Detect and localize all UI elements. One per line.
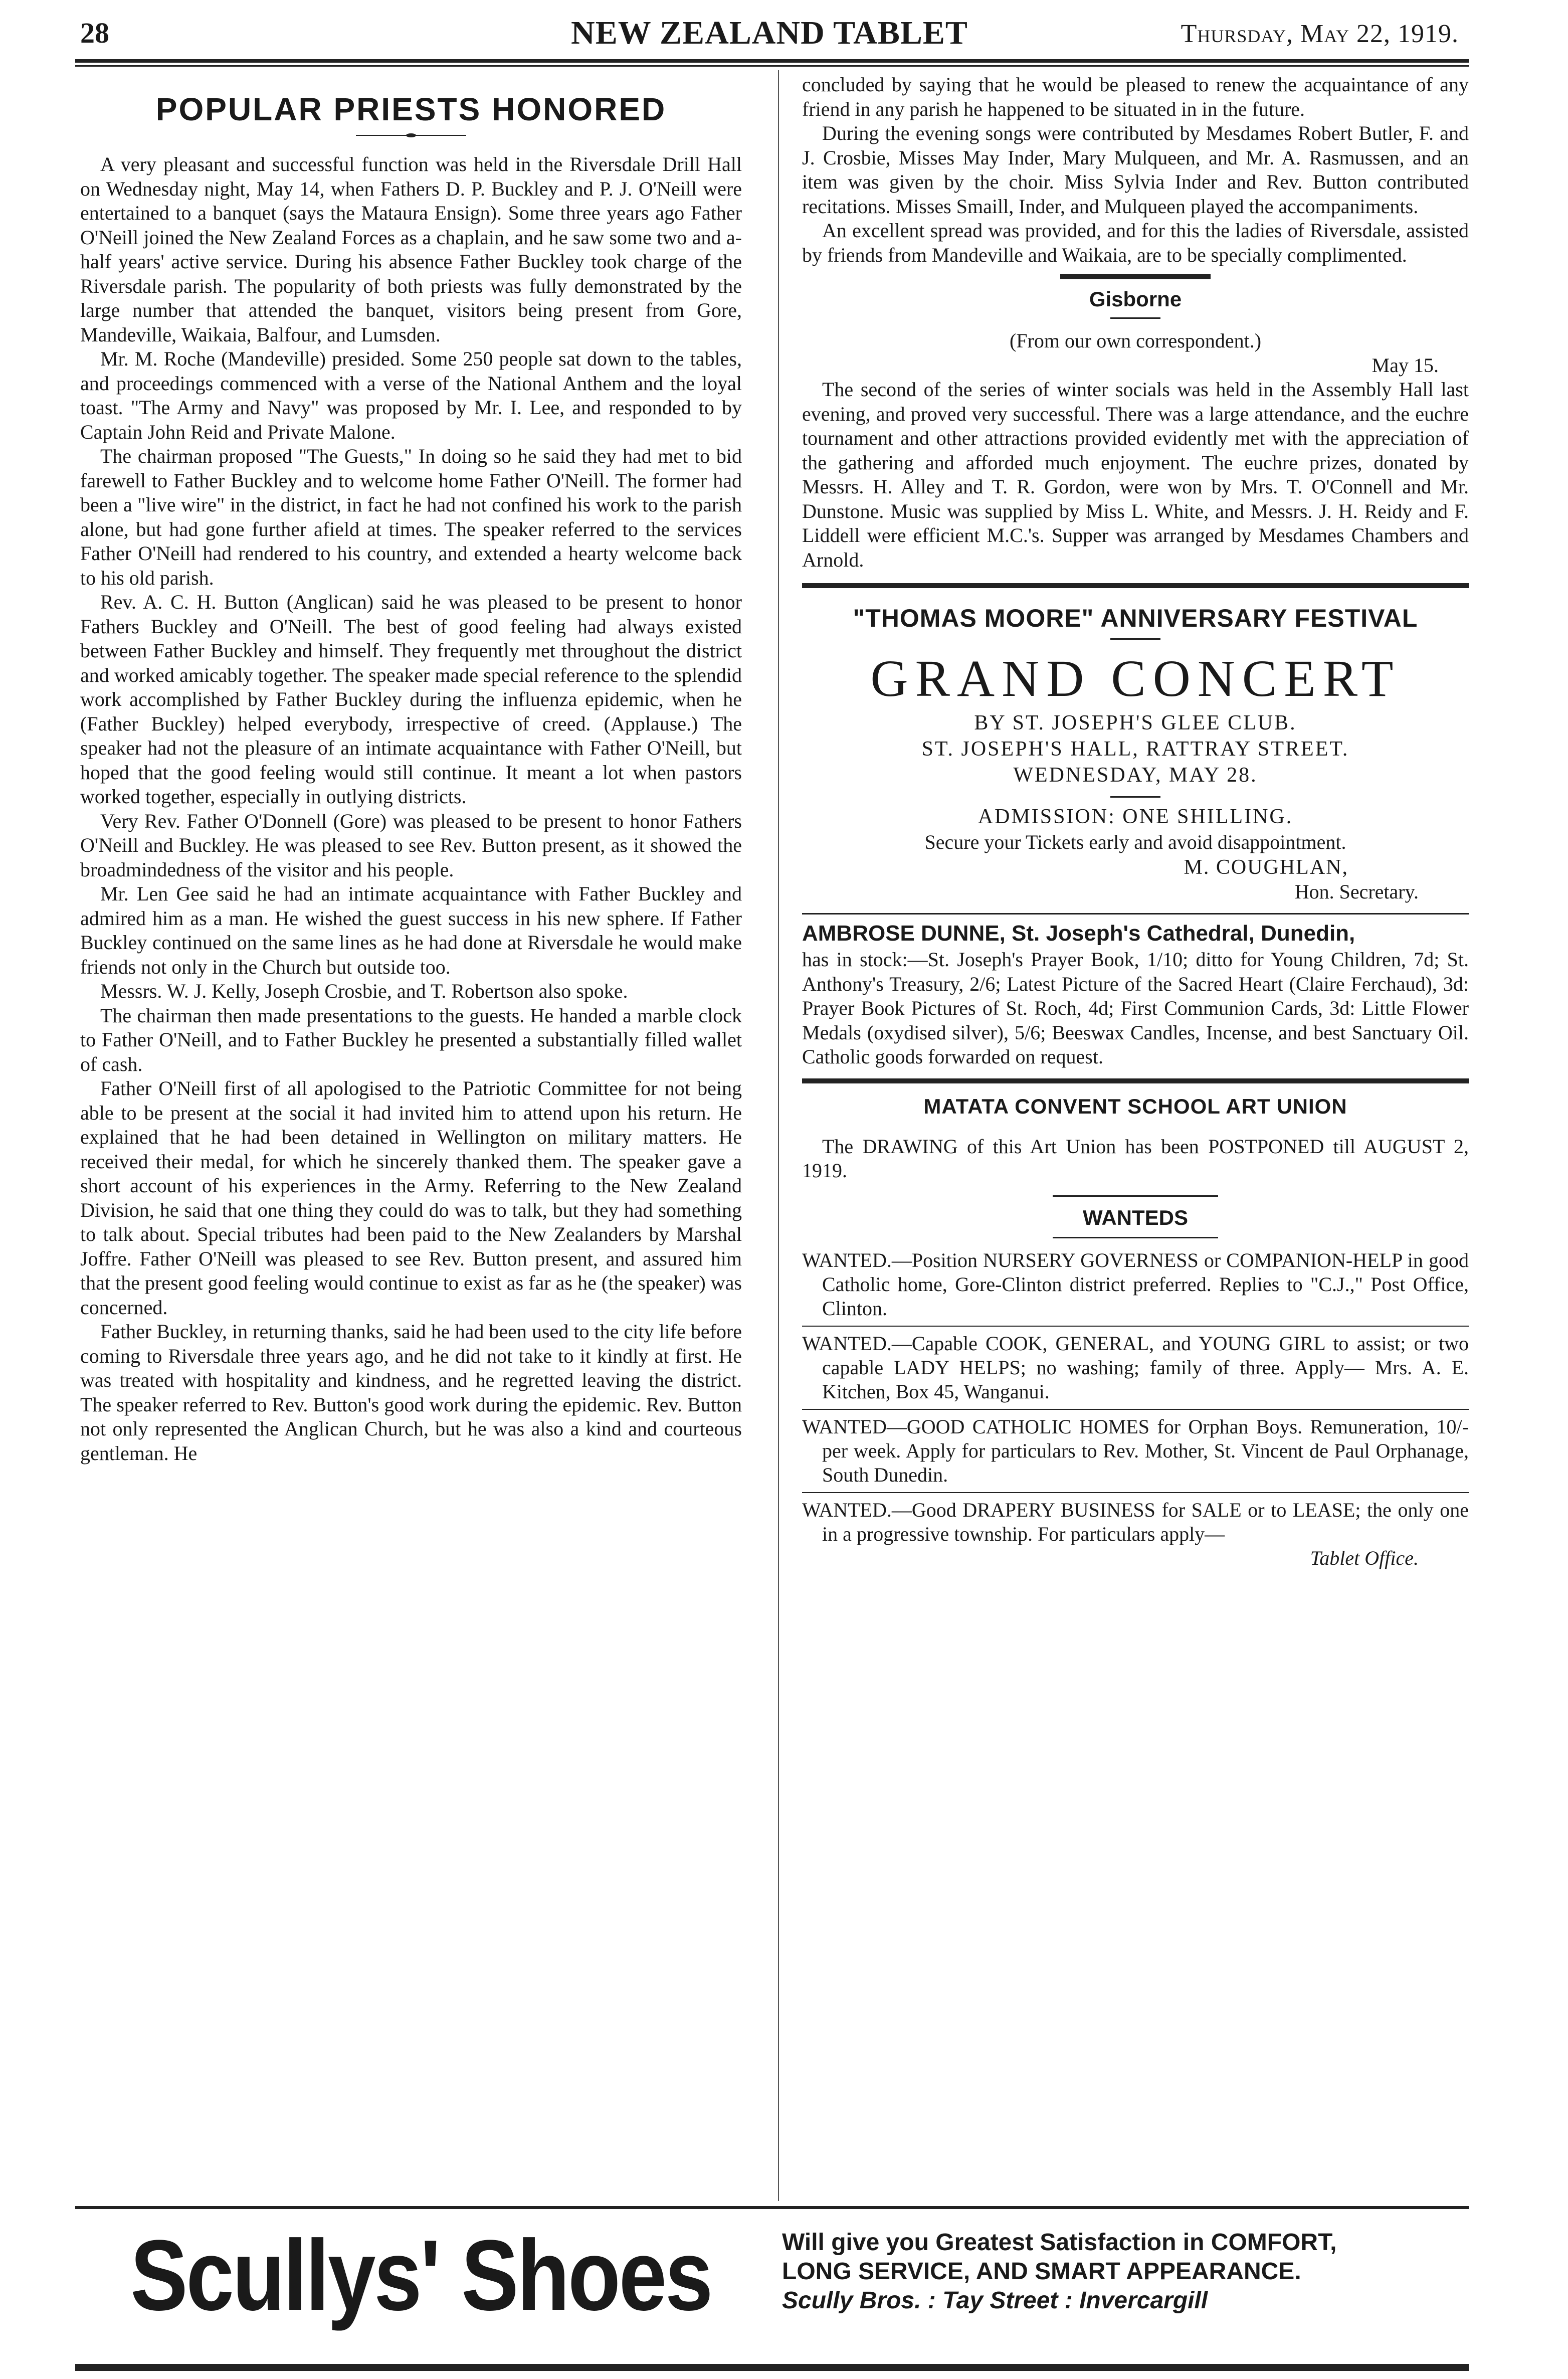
matata-title: MATATA CONVENT SCHOOL ART UNION xyxy=(923,1094,1347,1118)
ambrose-title: AMBROSE DUNNE, St. Joseph's Cathedral, Dunedin, xyxy=(802,921,1355,946)
notice-rule xyxy=(802,1326,1469,1327)
wanted-notice xyxy=(802,1415,1469,1487)
brand-name: Scullys' Shoes xyxy=(130,2220,712,2331)
wanted-item: WANTED.—Good DRAPERY BUSINESS for SALE or to LEASE; the only one in a progressive township. For particulars apply— xyxy=(802,1498,1469,1545)
wanted-notice xyxy=(802,1498,1469,1570)
advertisement-tagline xyxy=(782,2228,1464,2315)
article-title: POPULAR PRIESTS HONORED xyxy=(155,91,667,127)
ambrose-body: has in stock:—St. Joseph's Prayer Book, 1/10; ditto for Young Children, 7d; St. Anthony's Treasury, 2/6; Latest Picture of the Sacred Heart (Claire Ferchaud), 3d: Prayer Book Pictures of St. Roch, 4d; First Communion Cards, 3d: Little Flower Medals (oxydised silver), 5/6; Beeswax Candles, Incense, and best Sanctuary Oil. Catholic goods forwarded on request. xyxy=(802,948,1469,1068)
tagline-address: Scully Bros. : Tay Street : Invercargill xyxy=(782,2287,1208,2314)
section-rule xyxy=(802,583,1469,588)
article-continued-paragraph: During the evening songs were contributed by Mesdames Robert Butler, F. and J. Crosbie, Misses May Inder, Mary Mulqueen, and Mr. A. Rasmussen, and an item was given by the choir. Miss Sylvia Inder and Rev. Button contributed recitations. Misses Smaill, Inder, and Mulqueen played the accompaniments. xyxy=(802,122,1469,218)
masthead: NEW ZEALAND TABLET xyxy=(571,15,968,51)
tagline-line-2: LONG SERVICE, AND SMART APPEARANCE. xyxy=(782,2258,1301,2285)
concert-venue: ST. JOSEPH'S HALL, RATTRAY STREET. xyxy=(921,738,1349,761)
concert-date: WEDNESDAY, MAY 28. xyxy=(1013,764,1258,787)
article-paragraph: The chairman proposed "The Guests," In doing so he said they had met to bid farewell to Father Buckley and to welcome home Father O'Neill. The former had been a "live wire" in the district, in fact he had not confined his work to the parish alone, but had gone further afield at times. The speaker referred to the services Father O'Neill had rendered to his country, and extended a hearty welcome back to his old parish. xyxy=(80,445,742,589)
wanteds-rule xyxy=(1053,1237,1218,1238)
article-paragraph: A very pleasant and successful function was held in the Riversdale Drill Hall on Wednesday night, May 14, when Fathers D. P. Buckley and P. J. O'Neill were entertained to a banquet (says the Mataura Ensign). Some three years ago Father O'Neill joined the New Zealand Forces as a chaplain, and he saw some two and a-half years' active service. During his absence Father Buckley took charge of the Riversdale parish. The popularity of both priests was fully demonstrated by the large number that attended the banquet, visitors being present from Gore, Mandeville, Waikaia, Balfour, and Lumsden. xyxy=(80,153,742,346)
concert-tickets-note: Secure your Tickets early and avoid disappointment. xyxy=(924,831,1346,853)
wanteds-title: WANTEDS xyxy=(1083,1205,1188,1229)
page-number: 28 xyxy=(80,17,109,49)
concert-headline: GRAND CONCERT xyxy=(870,650,1401,707)
article-paragraph: The chairman then made presentations to the guests. He handed a marble clock to Father O'Neill, and to Father Buckley he presented a substantially filled wallet of cash. xyxy=(80,1004,742,1075)
ambrose-dunne-advertisement xyxy=(802,920,1469,1069)
article-continued-paragraph: An excellent spread was provided, and for this the ladies of Riversdale, assisted by friends from Mandeville and Waikaia, are to be specially complimented. xyxy=(802,219,1469,266)
article-paragraph: Mr. Len Gee said he had an intimate acquaintance with Father Buckley and admired him as a man. He wished the guest success in his new sphere. If Father Buckley continued on the same lines as he had done at Riversdale he would make friends not only in the Church but outside too. xyxy=(80,882,742,978)
section-rule xyxy=(802,1078,1469,1083)
section-rule xyxy=(1053,1195,1218,1197)
scullys-shoes-advertisement xyxy=(75,2212,1469,2372)
right-column xyxy=(802,73,1469,1570)
concert-signer: M. COUGHLAN, xyxy=(1184,856,1348,879)
article-paragraph: Rev. A. C. H. Button (Anglican) said he was pleased to be present to honor Fathers Buckley and O'Neill. The best of good feeling had always existed between Father Buckley and himself. They frequently met throughout the district and worked amicably together. The speaker made special reference to the splendid work accomplished by Father Buckley during the influenza epidemic, when he (Father Buckley) helped everybody, irrespective of creed. (Applause.) The speaker had not the pleasure of an intimate acquaintance with Father O'Neill, but hoped that the good feeling would still continue. It meant a lot when pastors worked together, especially in outlying districts. xyxy=(80,591,742,808)
concert-performer: BY ST. JOSEPH'S GLEE CLUB. xyxy=(974,711,1297,735)
article-paragraph: Messrs. W. J. Kelly, Joseph Crosbie, and T. Robertson also spoke. xyxy=(100,980,628,1002)
gisborne-title: Gisborne xyxy=(1089,287,1182,311)
concert-admission: ADMISSION: ONE SHILLING. xyxy=(977,805,1293,828)
festival-title: "THOMAS MOORE" ANNIVERSARY FESTIVAL xyxy=(853,604,1418,632)
issue-date: Thursday, May 22, 1919. xyxy=(1181,20,1459,48)
notice-rule xyxy=(802,1492,1469,1493)
section-rule xyxy=(1060,274,1211,279)
header-rule-thin xyxy=(75,65,1469,67)
article-popular-priests xyxy=(80,90,742,1466)
concert-advertisement xyxy=(802,603,1469,904)
wanted-notice xyxy=(802,1248,1469,1321)
concert-rule xyxy=(1110,796,1160,798)
tagline-line-1: Will give you Greatest Satisfaction in COMFORT, xyxy=(782,2229,1337,2256)
article-paragraph: Father O'Neill first of all apologised to the Patriotic Committee for not being able to be present at the social it had invited him to attend upon his return. He explained that he had been detained in Wellington on military matters. He received their medal, for which he sincerely thanked them. The speaker gave a short account of his experiences in the Army. Referring to the New Zealand Division, he said that one thing they could do was to talk, but they had something to talk about. Special tributes had been paid to the New Zealanders by Marshal Joffre. Father O'Neill was pleased to see Rev. Button present, and assured him that the present good feeling would continue to exist as far as he (the speaker) was concerned. xyxy=(80,1077,742,1319)
notice-rule xyxy=(802,1409,1469,1410)
gisborne-dateline: May 15. xyxy=(1371,353,1439,377)
gisborne-byline: (From our own correspondent.) xyxy=(1009,329,1262,352)
wanted-item: WANTED.—Capable COOK, GENERAL, and YOUNG GIRL to assist; or two capable LADY HELPS; no washing; family of three. Apply— Mrs. A. E. Kitchen, Box 45, Wanganui. xyxy=(802,1332,1469,1403)
wanted-item: WANTED.—Position NURSERY GOVERNESS or COMPANION-HELP in good Catholic home, Gore-Clinton district preferred. Replies to "C.J.," Post Office, Clinton. xyxy=(802,1248,1469,1320)
column-divider xyxy=(778,70,779,2201)
wanted-sign: Tablet Office. xyxy=(1310,1546,1419,1569)
gisborne-rule xyxy=(1110,317,1160,319)
bottom-bar xyxy=(75,2364,1469,2371)
wanted-notice xyxy=(802,1332,1469,1404)
title-ornament xyxy=(356,133,466,137)
matata-body: The DRAWING of this Art Union has been POSTPONED till AUGUST 2, 1919. xyxy=(802,1135,1469,1182)
article-paragraph: Mr. M. Roche (Mandeville) presided. Some 250 people sat down to the tables, and proceedings commenced with a verse of the National Anthem and the loyal toast. "The Army and Navy" was proposed by Mr. I. Lee, and responded to by Captain John Reid and Private Malone. xyxy=(80,347,742,443)
section-rule xyxy=(802,913,1469,914)
festival-rule xyxy=(1110,638,1160,640)
matata-art-union-notice xyxy=(802,1093,1469,1183)
footer-rule xyxy=(75,2206,1469,2209)
gisborne-body: The second of the series of winter socials was held in the Assembly Hall last evening, and proved very successful. There was a large attendance, and the euchre tournament and other attractions provided evidently met with the appreciation of the gathering and afforded much enjoyment. The euchre prizes, donated by Messrs. H. Alley and T. R. Gordon, were won by Mrs. T. O'Connell and Mr. Dunstone. Music was supplied by Miss L. White, and Messrs. J. H. Reidy and F. Liddell were efficient M.C.'s. Supper was arranged by Mesdames Chambers and Arnold. xyxy=(802,378,1469,571)
wanted-item: WANTED—GOOD CATHOLIC HOMES for Orphan Boys. Remuneration, 10/- per week. Apply for particulars to Rev. Mother, St. Vincent de Paul Orphanage, South Dunedin. xyxy=(802,1415,1469,1486)
article-paragraph: Father Buckley, in returning thanks, said he had been used to the city life before coming to Riversdale three years ago, and he did not take to it kindly at first. He was treated with hospitality and kindness, and he regretted leaving the district. The speaker referred to Rev. Button's good work during the epidemic. Rev. Button not only represented the Anglican Church, but he was also a kind and courteous gentleman. He xyxy=(80,1320,742,1465)
concert-signer-role: Hon. Secretary. xyxy=(1294,880,1419,903)
article-continued-paragraph: concluded by saying that he would be pleased to renew the acquaintance of any friend in any parish he happened to be situated in in the future. xyxy=(802,73,1469,120)
article-paragraph: Very Rev. Father O'Donnell (Gore) was pleased to be present to honor Fathers O'Neill and Buckley. He was pleased to see Rev. Button present, as it showed the broadmindedness of the visitor and his people. xyxy=(80,809,742,881)
page-header xyxy=(70,14,1469,54)
header-rule xyxy=(75,59,1469,63)
